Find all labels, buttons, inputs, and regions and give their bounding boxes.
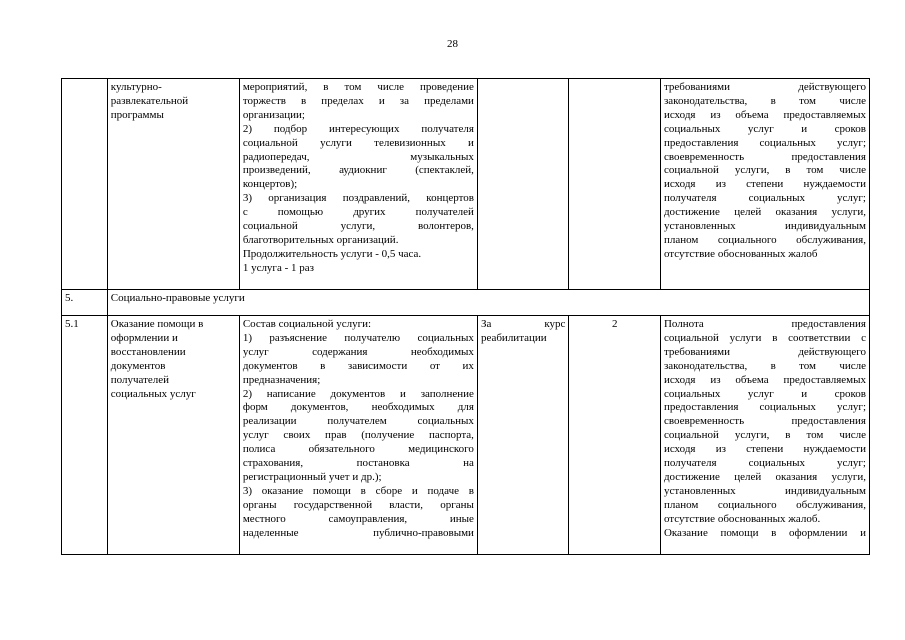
text-line: регистрационный учет и др.); — [242, 470, 382, 483]
text-line: своевременность предоставления — [663, 415, 866, 428]
text-line: установленных индивидуальным — [663, 484, 866, 497]
text-line: торжеств в пределах и за пределами — [242, 94, 474, 107]
text-line: концертов); — [242, 178, 298, 191]
text-line: полиса обязательного медицинского — [242, 443, 474, 456]
section-title: Социально-правовые услуги — [107, 290, 869, 316]
text-line: требованиями действующего — [663, 81, 866, 93]
text-line: страхования, постановка на — [242, 457, 474, 470]
count-cell — [569, 79, 661, 290]
text-line: отсутствие обоснованных жалоб — [663, 247, 818, 260]
service-name-cell — [107, 316, 239, 555]
term-word-1: За — [480, 318, 492, 330]
quality-indicators-cell — [660, 79, 869, 290]
text-line: оформлении и — [110, 331, 178, 344]
term-cell — [477, 316, 569, 555]
text-line: социальной услуги, в том числе — [663, 429, 866, 442]
text-line: установленных индивидуальным — [663, 220, 866, 233]
table-row — [62, 316, 870, 555]
service-composition-cell — [239, 316, 477, 555]
text-line: Полнота предоставления — [663, 318, 866, 330]
text-line: организации; — [242, 108, 305, 121]
text-line: социальных услуг и сроков — [663, 387, 866, 400]
text-line: исходя из степени нуждаемости — [663, 178, 866, 191]
text-line: своевременность предоставления — [663, 150, 866, 163]
text-line: предоставления социальных услуг; — [663, 401, 866, 414]
text-line: исходя из степени нуждаемости — [663, 443, 866, 456]
term-line-2: реабилитации — [480, 331, 547, 344]
text-line: законодательства, в том числе — [663, 359, 866, 372]
service-name-cell — [107, 79, 239, 290]
row-number-cell — [62, 79, 108, 290]
text-line: 1) разъяснение получателю социальных — [242, 331, 474, 344]
row-number-cell: 5.1 — [62, 316, 108, 555]
text-line: документов в зависимости от их — [242, 359, 474, 372]
text-line: достижение целей оказания услуги, — [663, 470, 866, 483]
text-line: услуг содержания необходимых — [242, 345, 474, 358]
text-line: Состав социальной услуги: — [242, 318, 372, 330]
text-line: мероприятий, в том числе проведение — [242, 81, 474, 93]
text-line: Оказание помощи в — [110, 318, 204, 330]
service-composition-cell — [239, 79, 477, 290]
text-line: 2) подбор интересующих получателя — [242, 122, 474, 135]
text-line: исходя из объема предоставляемых — [663, 108, 866, 121]
text-line: с помощью других получателей — [242, 206, 474, 219]
text-line: предоставления социальных услуг; — [663, 136, 866, 149]
text-line: 1 услуга - 1 раз — [242, 261, 314, 274]
text-line: социальной услуги, в том числе — [663, 164, 866, 177]
text-line: отсутствие обоснованных жалоб. — [663, 512, 821, 525]
text-line: социальных услуг — [110, 387, 196, 400]
text-line: предназначения; — [242, 373, 321, 386]
page-number: 28 — [447, 38, 458, 50]
text-line: социальной услуги телевизионных и — [242, 136, 474, 149]
text-line: услуг своих прав (получение паспорта, — [242, 429, 474, 442]
text-line: форм документов, необходимых для — [242, 401, 474, 414]
text-line: законодательства, в том числе — [663, 94, 866, 107]
text-line: 3) оказание помощи в сборе и подаче в — [242, 484, 474, 497]
table-row — [62, 79, 870, 290]
text-line: Продолжительность услуги - 0,5 часа. — [242, 247, 422, 260]
text-line: Оказание помощи в оформлении и — [663, 526, 866, 539]
text-line: планом социального обслуживания, — [663, 233, 866, 246]
text-line: исходя из объема предоставляемых — [663, 373, 866, 386]
term-word-2: курс — [544, 318, 566, 330]
text-line: получателя социальных услуг; — [663, 457, 866, 470]
services-table — [61, 78, 870, 555]
text-line: наделенные публично-правовыми — [242, 526, 474, 539]
text-line: органы государственной власти, органы — [242, 498, 474, 511]
text-line: восстановлении — [110, 345, 186, 358]
section-row — [62, 290, 870, 316]
text-line: произведений, аудиокниг (спектаклей, — [242, 164, 474, 177]
text-line: реализации получателем социальных — [242, 415, 474, 428]
text-line: социальной услуги в соответствии с — [663, 331, 866, 344]
text-line: развлекательной — [110, 94, 189, 107]
text-line: программы — [110, 108, 164, 121]
text-line: социальных услуг и сроков — [663, 122, 866, 135]
text-line: радиопередач, музыкальных — [242, 150, 474, 163]
text-line: планом социального обслуживания, — [663, 498, 866, 511]
text-line: благотворительных организаций. — [242, 233, 399, 246]
text-line: получателя социальных услуг; — [663, 192, 866, 205]
text-line: культурно- — [110, 81, 162, 93]
text-line: достижение целей оказания услуги, — [663, 206, 866, 219]
text-line: 2) написание документов и заполнение — [242, 387, 474, 400]
section-number: 5. — [62, 290, 108, 316]
count-cell: 2 — [569, 316, 661, 555]
quality-indicators-cell — [660, 316, 869, 555]
text-line: получателей — [110, 373, 170, 386]
term-cell — [477, 79, 569, 290]
text-line: социальной услуги, волонтеров, — [242, 220, 474, 233]
text-line: местного самоуправления, иные — [242, 512, 474, 525]
text-line: требованиями действующего — [663, 345, 866, 358]
text-line: 3) организация поздравлений, концертов — [242, 192, 474, 205]
text-line: документов — [110, 359, 166, 372]
